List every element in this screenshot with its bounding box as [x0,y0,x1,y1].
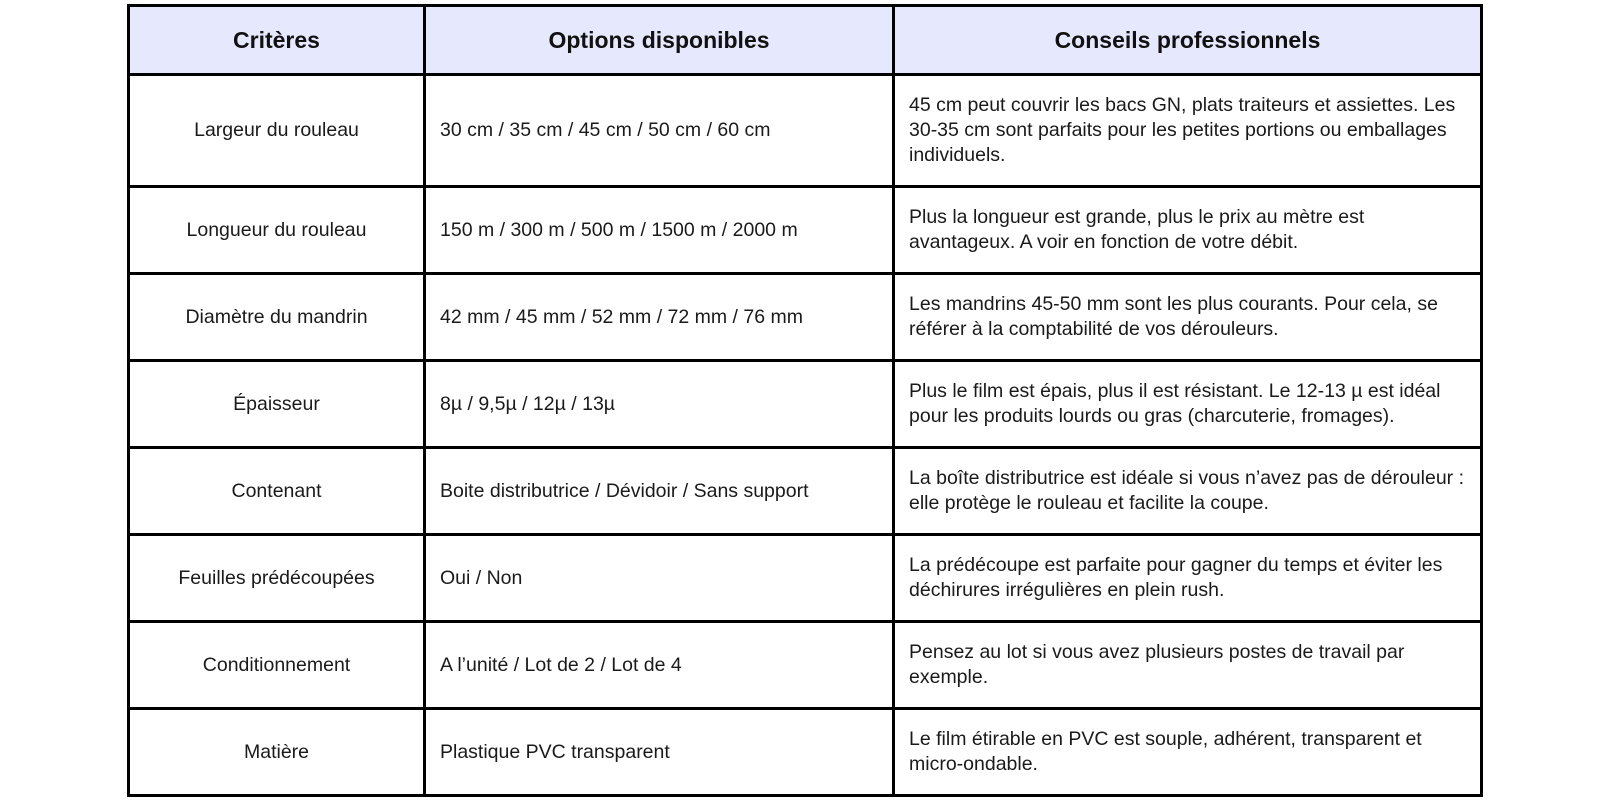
table-row [129,448,1482,535]
table-row [129,361,1482,448]
options-cell: 150 m / 300 m / 500 m / 1500 m / 2000 m [425,187,894,274]
table-row [129,75,1482,187]
table-row [129,709,1482,796]
advice-cell: La boîte distributrice est idéale si vous n’avez pas de dérouleur : elle protège le rouleau et facilite la coupe. [894,448,1482,535]
advice-cell: Les mandrins 45-50 mm sont les plus courants. Pour cela, se référer à la comptabilité de vos dérouleurs. [894,274,1482,361]
table-row [129,187,1482,274]
criterion-cell: Matière [129,709,425,796]
criterion-cell: Épaisseur [129,361,425,448]
header-options: Options disponibles [425,6,894,75]
header-criteria: Critères [129,6,425,75]
table-header-row [129,6,1482,75]
criterion-cell: Largeur du rouleau [129,75,425,187]
header-advice: Conseils professionnels [894,6,1482,75]
advice-cell: Plus la longueur est grande, plus le prix au mètre est avantageux. A voir en fonction de votre débit. [894,187,1482,274]
comparison-table [127,4,1483,797]
table-row [129,535,1482,622]
table-row [129,622,1482,709]
advice-cell: La prédécoupe est parfaite pour gagner du temps et éviter les déchirures irrégulières en plein rush. [894,535,1482,622]
options-cell: 30 cm / 35 cm / 45 cm / 50 cm / 60 cm [425,75,894,187]
criterion-cell: Longueur du rouleau [129,187,425,274]
options-cell: 8µ / 9,5µ / 12µ / 13µ [425,361,894,448]
advice-cell: Pensez au lot si vous avez plusieurs postes de travail par exemple. [894,622,1482,709]
table-row [129,274,1482,361]
options-cell: Boite distributrice / Dévidoir / Sans support [425,448,894,535]
criterion-cell: Contenant [129,448,425,535]
comparison-table-container [127,4,1480,797]
advice-cell: Plus le film est épais, plus il est résistant. Le 12-13 µ est idéal pour les produits lourds ou gras (charcuterie, fromages). [894,361,1482,448]
options-cell: A l’unité / Lot de 2 / Lot de 4 [425,622,894,709]
advice-cell: Le film étirable en PVC est souple, adhérent, transparent et micro-ondable. [894,709,1482,796]
criterion-cell: Conditionnement [129,622,425,709]
options-cell: 42 mm / 45 mm / 52 mm / 72 mm / 76 mm [425,274,894,361]
criterion-cell: Feuilles prédécoupées [129,535,425,622]
options-cell: Plastique PVC transparent [425,709,894,796]
criterion-cell: Diamètre du mandrin [129,274,425,361]
options-cell: Oui / Non [425,535,894,622]
advice-cell: 45 cm peut couvrir les bacs GN, plats traiteurs et assiettes. Les 30-35 cm sont parfaits pour les petites portions ou emballages individuels. [894,75,1482,187]
